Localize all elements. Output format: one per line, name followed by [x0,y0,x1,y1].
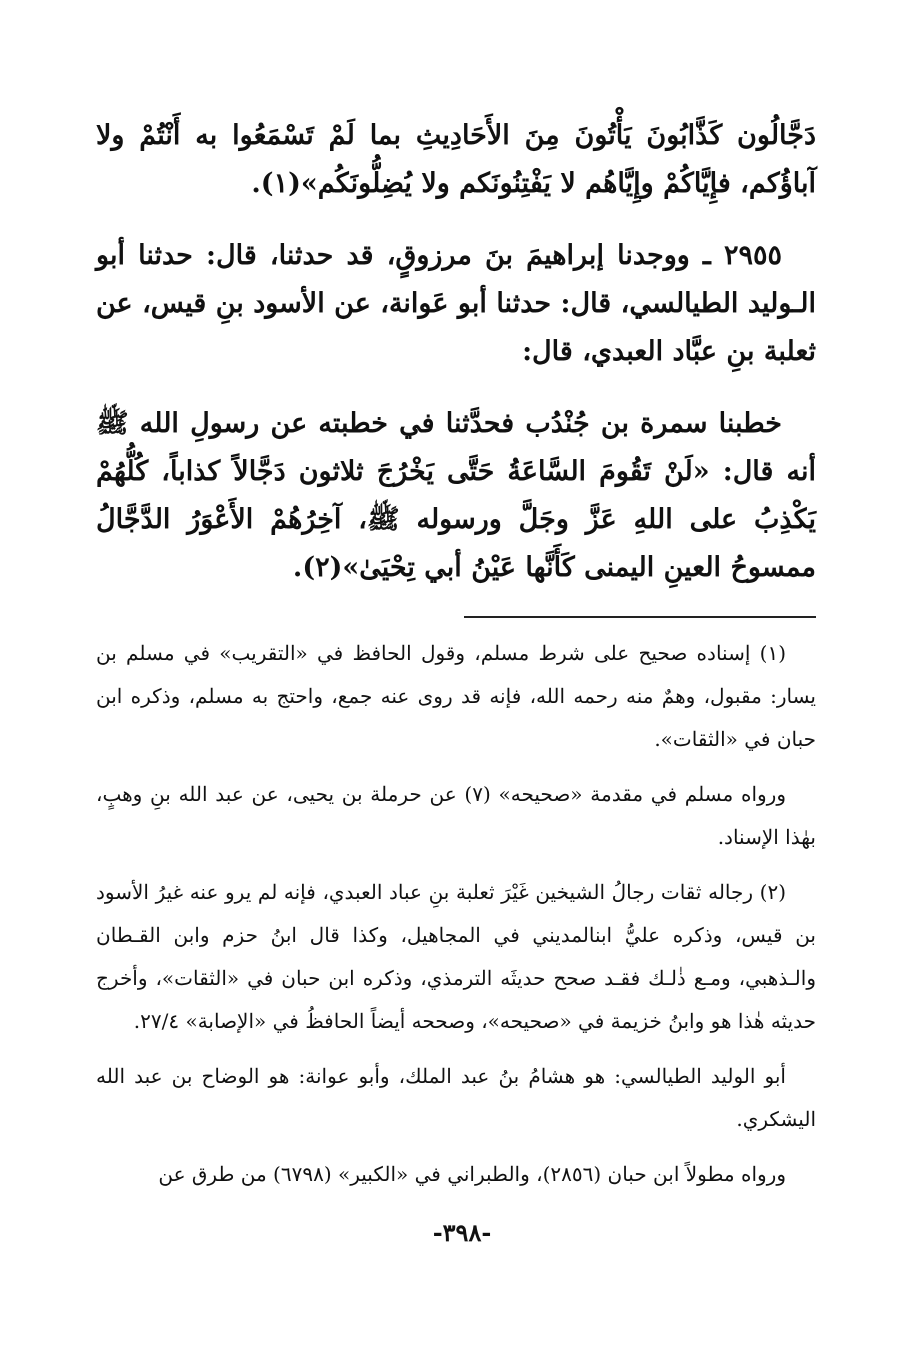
hadith-2955-matn: خطبنا سمرة بن جُنْدُب فحدَّثنا في خطبته عن رسولِ الله ﷺ أنه قال: «لَنْ تَقُومَ السَّاعَةُ حَتَّى يَخْرُجَ ثلاثون دَجَّالاً كذاباً، كُلُّهُمْ يَكْذِبُ على اللهِ عَزَّ وجَلَّ ورسوله ﷺ، آخِرُهُمْ الأَعْوَرُ الدَّجَّالُ ممسوحُ العينِ اليمنى كَأَنَّها عَيْنُ أبي تِحْيَىٰ»(٢). [96,408,816,583]
footnote-divider [464,616,816,618]
footnote-1-continued: ورواه مسلم في مقدمة «صحيحه» (٧) عن حرملة بن يحيى، عن عبد الله بنِ وهبٍ، بهٰذا الإسناد. [96,782,816,849]
main-text [96,112,816,592]
footnote-1: (١) إسناده صحيح على شرط مسلم، وقول الحافظ في «التقريب» في مسلم بن يسار: مقبول، وهمٌ منه رحمه الله، فإنه قد روى عنه جمع، واحتج به مسلم، وذكره ابن حبان في «الثقات». [96,641,816,751]
page-number: -٣٩٨- [432,1218,492,1247]
footnote-2-sources: ورواه مطولاً ابن حبان (٢٨٥٦)، والطبراني في «الكبير» (٦٧٩٨) من طرق عن [158,1162,786,1186]
hadith-2955-isnad: ٢٩٥٥ ـ ووجدنا إبراهيمَ بنَ مرزوقٍ، قد حدثنا، قال: حدثنا أبو الـوليد الطيالسي، قال: حدثنا أبو عَوانة، عن الأسود بنِ قيس، عن ثعلبة بنِ عبَّاد العبدي، قال: [96,240,816,367]
footnote-2: (٢) رجاله ثقات رجالُ الشيخين غَيْرَ ثعلبة بنِ عباد العبدي، فإنه لم يرو عنه غيرُ الأسود بن قيس، وذكره عليُّ ابنالمديني في المجاهيل، وكذا قال ابنُ حزم وابن القـطان والـذهبي، ومـع ذٰلـك فقـد صحح حديثَه الترمذي، وذكره ابن حبان في «الثقات»، وأخرج حديثه هٰذا هو وابنُ خزيمة في «صحيحه»، وصححه أيضاً الحافظُ في «الإصابة» ٢٧/٤. [96,880,816,1033]
footnotes [96,632,816,1196]
footnote-2-narrators: أبو الوليد الطيالسي: هو هشامُ بنُ عبد الملك، وأبو عوانة: هو الوضاح بن عبد الله اليشكري. [96,1064,816,1131]
main-paragraph: دَجَّالُون كَذَّابُونَ يَأْتُونَ مِنَ الأَحَادِيثِ بما لَمْ تَسْمَعُوا به أَنْتُمْ ولا آباؤُكم، فإِيَّاكُمْ وإِيَّاهُم لا يَفْتِنُونَكم ولا يُضِلُّونَكُم»(١). [96,120,816,199]
